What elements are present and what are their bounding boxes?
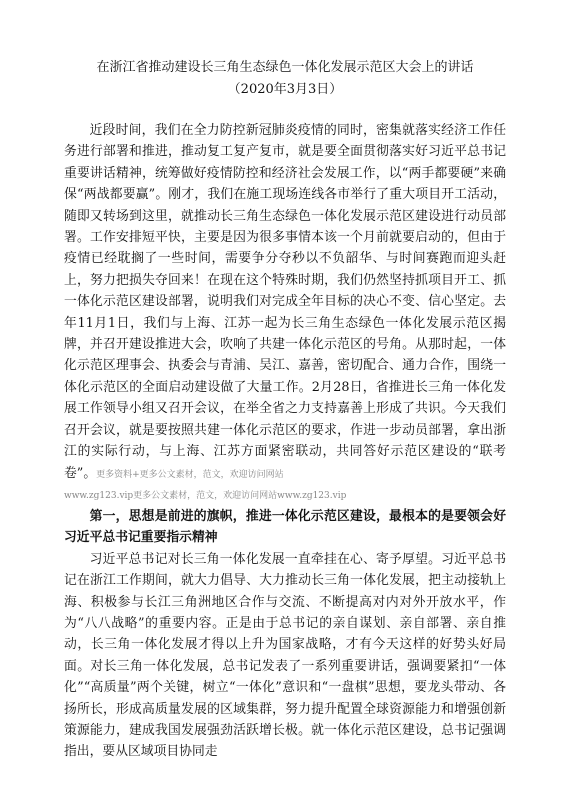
speech-date: （2020年3月3日） [227, 82, 343, 97]
watermark-inline-text: 更多资料+更多公文素材，范文，欢迎访问网站 [96, 469, 284, 480]
paragraph-1-text: 近段时间，我们在全力防控新冠肺炎疫情的同时，密集就落实经济工作任务进行部署和推进，推动复工复产复市，就是要全面贯彻落实好习近平总书记重要讲话精神，统筹做好疫情防控和经济社会发展工作，以“两手都要硬”来确保“两战都要赢”。刚才，我们在施工现场连线各市举行了重大项目开工活动，随即又转场到这里，就推动长三角生态绿色一体化发展示范区建设进行动员部署。工作安排短平快，主要是因为很多事情本该一个月前就要启动的，但由于疫情已经耽搁了一些时间，需要争分夺秒以不负韶华、与时间赛跑而迎头赶上，努力把损失夺回来！在现在这个特殊时期，我们仍然坚持抓项目开工、抓一体化示范区建设部署，说明我们对完成全年目标的决心不变、信心坚定。去年11月1日，我们与上海、江苏一起为长三角生态绿色一体化发展示范区揭牌，并召开建设推进大会，吹响了共建一体化示范区的号角。从那时起，一体化示范区理事会、执委会与青浦、吴江、嘉善，密切配合、通力合作，围绕一体化示范区的全面启动建设做了大量工作。2月28日，省推进长三角一体化发展工作领导小组又召开会议，在举全省之力支持嘉善上形成了共识。今天我们召开会议，就是要按照共建一体化示范区的要求，作进一步动员部署，拿出浙江的实际行动，与上海、江苏方面紧密联动，共同答好示范区建设的“联考卷”。 [64, 123, 506, 481]
section-1-heading: 第一，思想是前进的旗帜，推进一体化示范区建设，最根本的是要领会好习近平总书记重要指示精神 [64, 508, 506, 546]
watermark-url-line: www.zg123.vip更多公文素材，范文，欢迎访问网站www.zg123.vip [64, 490, 347, 501]
body-paragraph-1 [64, 120, 506, 486]
speech-title: 在浙江省推动建设长三角生态绿色一体化发展示范区大会上的讲话 [96, 60, 474, 75]
body-paragraph-2: 习近平总书记对长三角一体化发展一直牵挂在心、寄予厚望。习近平总书记在浙江工作期间，就大力倡导、大力推动长三角一体化发展，把主动接轨上海、积极参与长江三角洲地区合作与交流、不断提高对内对外开放水平，作为“八八战略”的重要内容。正是由于总书记的亲自谋划、亲自部署、亲自推动，长三角一体化发展才得以上升为国家战略，才有今天这样的好势头好局面。对长三角一体化发展，总书记发表了一系列重要讲话，强调要紧扣“一体化”“高质量”两个关键，树立“一体化”意识和“一盘棋”思想，要龙头带动、各扬所长，形成高质量发展的区域集群，努力提升配置全球资源能力和增强创新策源能力，建成我国发展强劲活跃增长极。就一体化示范区建设，总书记强调指出，要从区域项目协同走 [64, 551, 506, 760]
